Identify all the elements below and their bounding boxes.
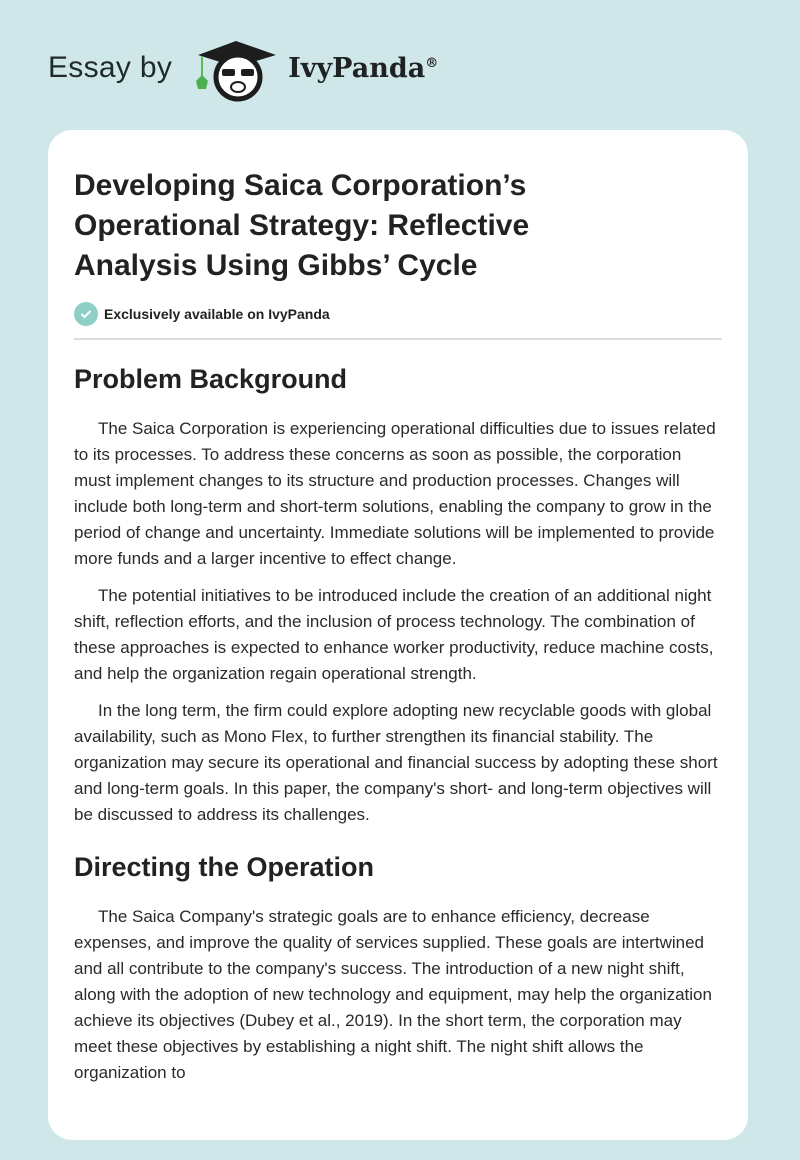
essay-by-label: Essay by (48, 51, 173, 84)
essay-title: Developing Saica Corporation’s Operational Strategy: Reflective Analysis Using Gibbs’ Cycle (74, 169, 530, 282)
paragraph: The Saica Company's strategic goals are to enhance efficiency, decrease expenses, and improve the quality of services supplied. These goals are intertwined and all contribute to the company's success. The introduction of a new night shift, along with the adoption of new technology and equipment, may help the organization achieve its objectives (Dubey et al., 2019). In the short term, the corporation may meet these objectives by establishing a night shift. The night shift allows the organization to (74, 907, 712, 1082)
section-heading: Directing the Operation (74, 852, 375, 882)
badge-label: Exclusively available on IvyPanda (104, 306, 330, 322)
paragraph: The potential initiatives to be introduced include the creation of an additional night shift, reflection efforts, and the inclusion of process technology. The combination of these approaches is expected to enhance worker productivity, reduce machine costs, and help the organization regain operational strength. (74, 586, 714, 683)
check-icon (74, 302, 98, 326)
section-heading: Problem Background (74, 364, 348, 394)
brand-header (48, 36, 438, 100)
paragraph: In the long term, the firm could explore adopting new recyclable goods with global availability, such as Mono Flex, to further strengthen its financial stability. The organization may secure its operational and financial success by adopting these short and long-term goals. In this paper, the company's short- and long-term objectives will be discussed to address its challenges. (74, 701, 718, 824)
paragraph: The Saica Corporation is experiencing operational difficulties due to issues related to its processes. To address these concerns as soon as possible, the corporation must implement changes to its structure and production processes. Changes will include both long-term and short-term solutions, enabling the company to grow in the period of change and uncertainty. Immediate solutions will be implemented to provide more funds and a larger incentive to effect change. (74, 419, 716, 568)
brand-name: IvyPanda® (288, 52, 439, 84)
exclusive-badge (74, 302, 722, 326)
panda-logo-icon (192, 33, 280, 103)
essay-card (48, 130, 748, 1140)
divider (74, 338, 722, 340)
